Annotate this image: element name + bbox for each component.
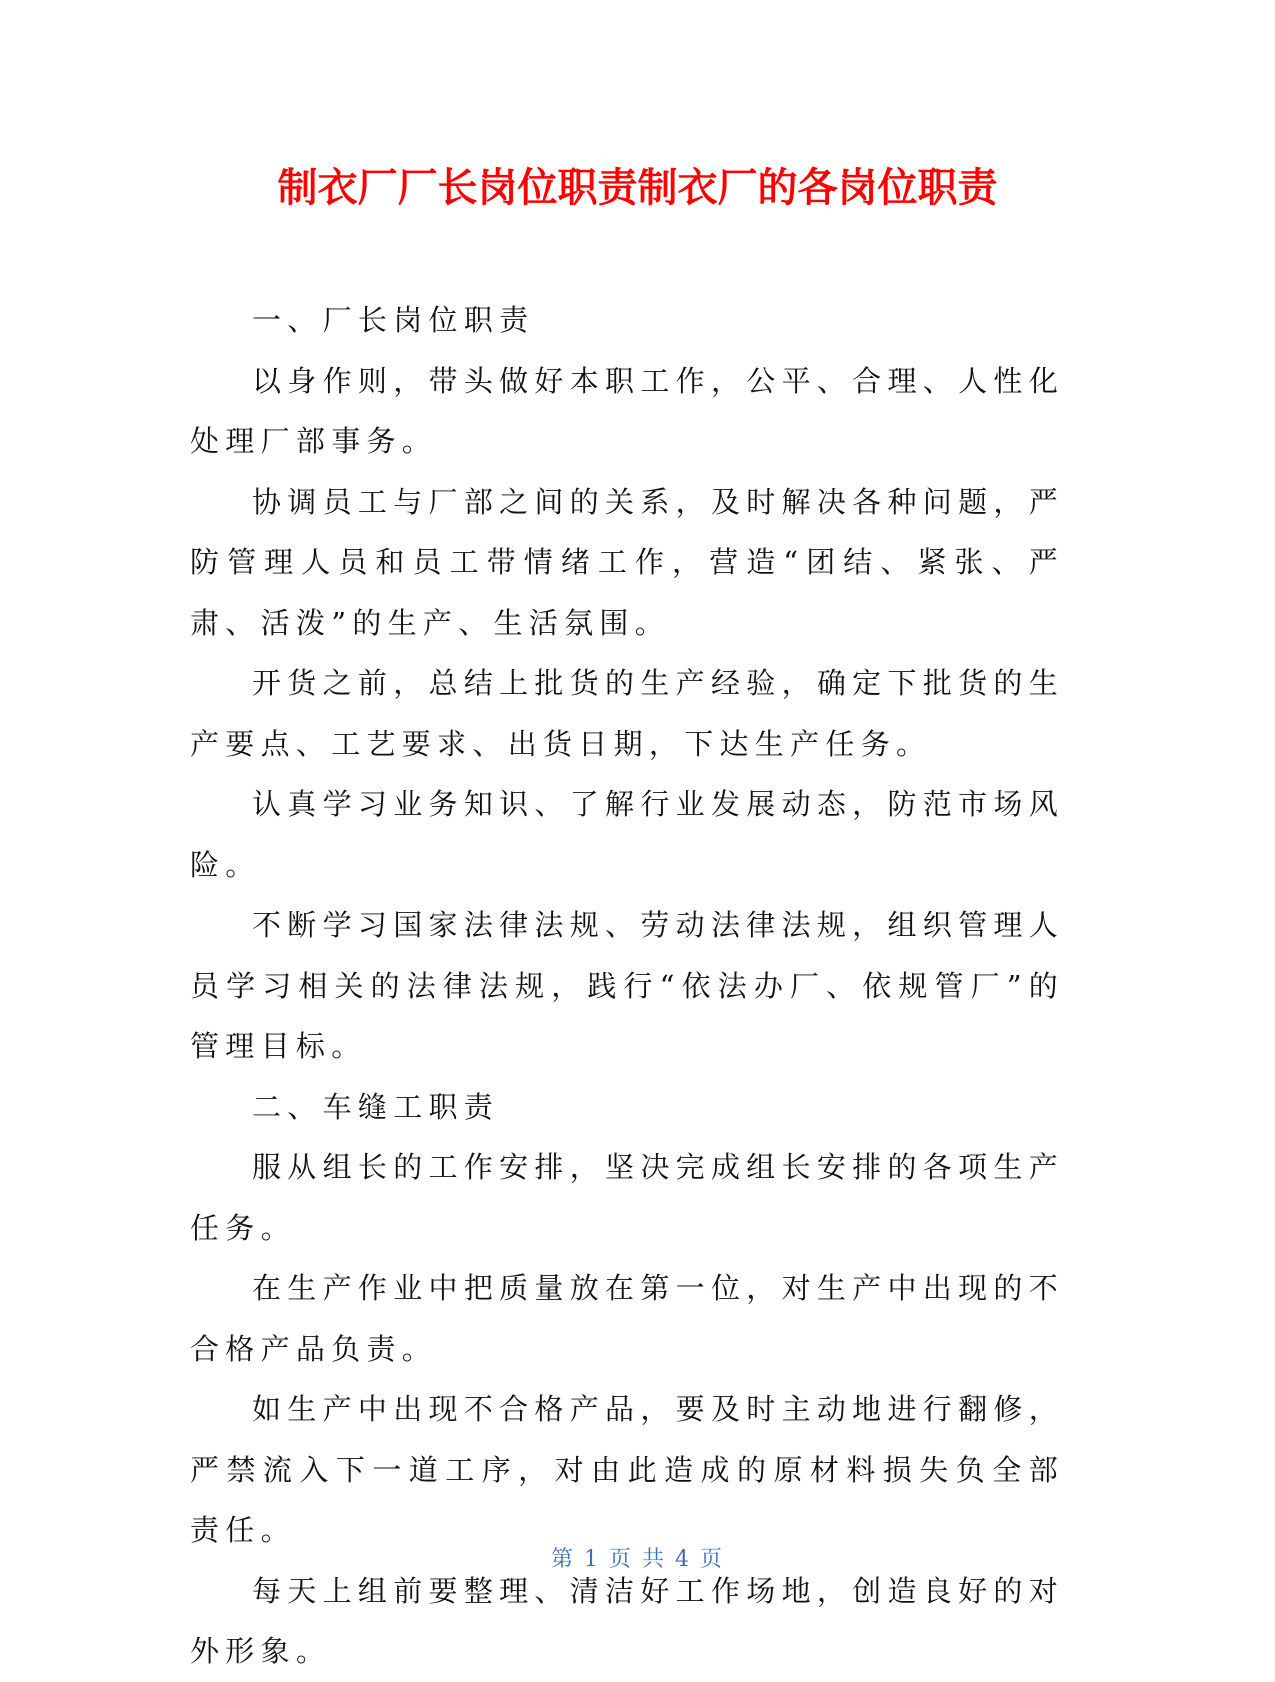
paragraph: 如生产中出现不合格产品，要及时主动地进行翻修，严禁流入下一道工序，对由此造成的原材料损失负全部责任。 bbox=[190, 1392, 1064, 1547]
paragraph: 每天上组前要整理、清洁好工作场地，创造良好的对外形象。 bbox=[190, 1573, 1064, 1668]
paragraph: 认真学习业务知识、了解行业发展动态，防范市场风险。 bbox=[190, 787, 1064, 882]
document-body bbox=[190, 290, 1064, 1682]
document-title: 制衣厂厂长岗位职责制衣厂的各岗位职责 bbox=[277, 165, 998, 211]
section-heading-sewing-worker: 二、车缝工职责 bbox=[252, 1089, 500, 1124]
section-heading-factory-director: 一、厂长岗位职责 bbox=[252, 303, 535, 337]
paragraph: 以身作则，带头做好本职工作，公平、合理、人性化处理厂部事务。 bbox=[190, 363, 1064, 458]
page-number-footer: 第 1 页 共 4 页 bbox=[551, 1547, 724, 1572]
paragraph: 不断学习国家法律法规、劳动法律法规，组织管理人员学习相关的法律法规，践行“依法办厂、依规管厂”的管理目标。 bbox=[190, 908, 1064, 1063]
paragraph: 服从组长的工作安排，坚决完成组长安排的各项生产任务。 bbox=[190, 1150, 1064, 1245]
paragraph: 协调员工与厂部之间的关系，及时解决各种问题，严防管理人员和员工带情绪工作，营造“团结、紧张、严肃、活泼”的生产、生活氛围。 bbox=[190, 484, 1064, 640]
paragraph: 在生产作业中把质量放在第一位，对生产中出现的不合格产品负责。 bbox=[190, 1271, 1064, 1366]
paragraph: 开货之前，总结上批货的生产经验，确定下批货的生产要点、工艺要求、出货日期，下达生产任务。 bbox=[190, 666, 1064, 761]
